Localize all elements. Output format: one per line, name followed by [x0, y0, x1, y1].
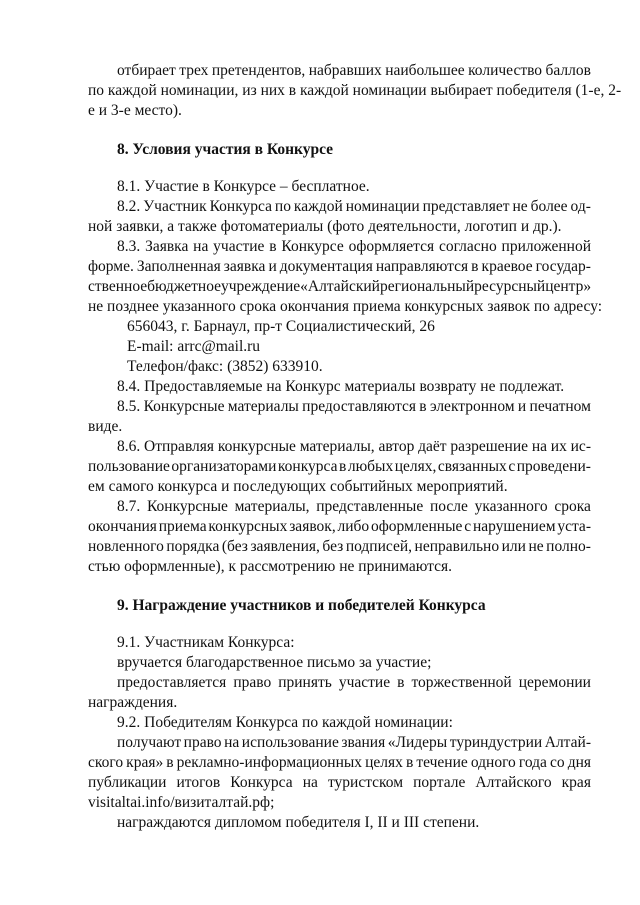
section-9-item-2-bullet-a-line-1	[117, 733, 591, 753]
word: получают	[117, 734, 182, 751]
intro-line-1	[117, 61, 591, 81]
word: и	[268, 258, 277, 275]
word: указанного	[474, 498, 548, 515]
word: Конкурсе	[281, 238, 344, 255]
word: звания	[341, 734, 386, 751]
word: подписей,	[345, 538, 413, 555]
word: более	[530, 198, 568, 215]
word: на	[531, 438, 547, 455]
word: рекламно-информационных	[176, 754, 363, 771]
word: Заявка	[145, 238, 189, 255]
word: центр»	[545, 278, 592, 295]
word: в	[471, 258, 479, 275]
word: проведени-	[516, 458, 591, 475]
word: форме.	[88, 258, 134, 275]
word: на	[193, 238, 209, 255]
word: краевое	[481, 258, 533, 275]
word: участие	[213, 238, 265, 255]
word: Алтай-	[544, 734, 591, 751]
word: дня	[567, 754, 591, 771]
word: целях	[365, 754, 403, 771]
word: целях,	[394, 458, 437, 475]
word: оформленные	[371, 518, 463, 535]
word: количество	[468, 62, 543, 79]
word: баллов	[545, 62, 591, 79]
word: ственное	[88, 278, 148, 295]
word: торжественной	[411, 674, 512, 691]
word: публикации	[88, 774, 167, 791]
word: материалы,	[299, 438, 375, 455]
word: на	[302, 774, 318, 791]
section-8-item-2-line-1	[117, 197, 591, 217]
word: в	[419, 398, 427, 415]
word: в	[405, 754, 414, 771]
word: номинации	[345, 198, 420, 215]
word: принять	[278, 674, 332, 691]
word: 8.2.	[117, 198, 141, 215]
word: документация	[279, 258, 373, 275]
word: заявок,	[289, 518, 336, 535]
word: Конкурса	[230, 774, 293, 791]
word: края»	[126, 754, 164, 771]
word: печатном	[529, 398, 591, 415]
word: срока	[554, 498, 591, 515]
word: конкурсных	[208, 518, 288, 535]
section-9-item-1-bullet-b-line-1	[117, 673, 591, 693]
contact-address: 656043, г. Барнаул, пр-т Социалистический, 26	[127, 318, 435, 335]
word: 8.5.	[117, 398, 141, 415]
section-8-item-6-line-1	[117, 437, 591, 457]
word: право	[233, 674, 272, 691]
word: направляются	[375, 258, 469, 275]
section-8-item-2-line-2: ной заявки, а также фотоматериалы (фото деятельности, логотип и др.).	[88, 218, 562, 235]
word: конкурса	[277, 458, 338, 475]
word: даёт	[418, 438, 447, 455]
word: итогов	[176, 774, 221, 791]
word: предоставляются	[302, 398, 416, 415]
word: с	[508, 458, 516, 475]
word: года	[518, 754, 547, 771]
word: Отправляя	[144, 438, 215, 455]
word: Конкурсные	[146, 498, 228, 515]
word: одного	[470, 754, 516, 771]
section-9-item-1-bullet-b-line-2: награждения.	[88, 694, 178, 711]
word: Конкурсные	[143, 398, 225, 415]
section-8-item-3-line-4: не позднее указанного срока окончания приема конкурсных заявок по адресу:	[88, 298, 603, 315]
word: не	[512, 198, 528, 215]
word: согласно	[438, 238, 497, 255]
word: государ-	[535, 258, 591, 275]
word: края	[561, 774, 591, 791]
word: туриндустрии	[449, 734, 543, 751]
section-8-item-7-line-3	[88, 537, 591, 557]
word: отбирает	[117, 62, 176, 79]
word: конкурсные	[217, 438, 296, 455]
word: заявка	[223, 258, 266, 275]
section-8-item-1: 8.1. Участие в Конкурсе – бесплатное.	[117, 178, 370, 195]
word: право	[183, 734, 222, 751]
word: оформляется	[348, 238, 435, 255]
word: представленные	[316, 498, 424, 515]
word: по	[274, 198, 291, 215]
word: или	[501, 538, 526, 555]
word: течение	[416, 754, 468, 771]
word: учреждение	[221, 278, 301, 295]
word: либо	[337, 518, 370, 535]
word: нарушением	[472, 518, 556, 535]
word: Конкурса	[209, 198, 272, 215]
word: ис-	[570, 438, 591, 455]
word: Участник	[143, 198, 207, 215]
word: набравших	[308, 62, 382, 79]
word: материалы	[227, 398, 299, 415]
word: заявления,	[250, 538, 320, 555]
word: автор	[378, 438, 415, 455]
word: бюджетное	[147, 278, 222, 295]
word: 8.6.	[117, 438, 141, 455]
section-8-item-6-line-2	[88, 457, 591, 477]
word: в	[269, 238, 277, 255]
section-8-item-6-line-3: ем самого конкурса и последующих событийных мероприятий.	[88, 478, 508, 495]
section-8-item-3-line-3	[88, 277, 591, 297]
section-9-item-2-bullet-a-line-4: visitaltai.info/визиталтай.рф;	[88, 794, 275, 811]
section-8-heading: 8. Условия участия в Конкурсе	[117, 141, 334, 158]
section-9-item-1-bullet-a: вручается благодарственное письмо за участие;	[117, 654, 432, 671]
word: «Алтайский	[300, 278, 380, 295]
word: участие	[338, 674, 391, 691]
word: портале	[413, 774, 466, 791]
intro-line-2: по каждой номинации, из них в каждой номинации выбирает победителя (1-е, 2-	[88, 82, 622, 99]
word: электронном	[429, 398, 515, 415]
section-8-item-4: 8.4. Предоставляемые на Конкурс материалы возврату не подлежат.	[117, 378, 565, 395]
section-8-item-3-line-2	[88, 257, 591, 277]
section-8-item-7-line-4: стью оформленные), к рассмотрению не принимаются.	[88, 558, 453, 575]
section-8-item-7-line-2	[88, 517, 591, 537]
word: туристском	[327, 774, 404, 791]
word: представляет	[422, 198, 510, 215]
word: порядка	[166, 538, 220, 555]
word: материалы,	[234, 498, 310, 515]
word: на	[224, 734, 240, 751]
intro-line-3: е и 3-е место).	[88, 102, 182, 119]
word: новленного	[88, 538, 164, 555]
word: окончания	[88, 518, 157, 535]
section-8-item-3-line-1	[117, 237, 591, 257]
word: Алтайского	[475, 774, 552, 791]
word: ского	[88, 754, 124, 771]
word: уста-	[557, 518, 591, 535]
word: од-	[570, 198, 591, 215]
section-9-item-2-bullet-a-line-3	[88, 773, 591, 793]
word: «Лидеры	[387, 734, 448, 751]
word: приема	[158, 518, 207, 535]
section-9-item-2-bullet-a-line-2	[88, 753, 591, 773]
word: любых	[347, 458, 394, 475]
word: (без	[221, 538, 248, 555]
word: и	[517, 398, 527, 415]
section-9-heading: 9. Награждение участников и победителей Конкурса	[117, 597, 486, 614]
word: 8.3.	[117, 238, 141, 255]
word: неправильно	[414, 538, 500, 555]
section-8-item-7-line-1	[117, 497, 591, 517]
word: разрешение	[450, 438, 529, 455]
word: наибольшее	[385, 62, 465, 79]
word: церемонии	[518, 674, 591, 691]
contact-email: E-mail: arrc@mail.ru	[127, 338, 261, 355]
word: приложенной	[501, 238, 591, 255]
section-9-item-2-bullet-b: награждаются дипломом победителя I, II и III степени.	[117, 814, 480, 831]
word: предоставляется	[117, 674, 227, 691]
section-9-item-2: 9.2. Победителям Конкурса по каждой номинации:	[117, 714, 453, 731]
section-8-item-5-line-1	[117, 397, 591, 417]
contact-phone: Телефон/факс: (3852) 633910.	[127, 358, 323, 375]
word: 8.7.	[117, 498, 141, 515]
word: без	[322, 538, 344, 555]
word: претендентов,	[211, 62, 306, 79]
word: после	[429, 498, 468, 515]
word: их	[550, 438, 567, 455]
word: полно-	[546, 538, 591, 555]
word: в	[166, 754, 174, 771]
word: организаторами	[171, 458, 277, 475]
word: каждой	[293, 198, 343, 215]
word: со	[549, 754, 565, 771]
word: региональный	[379, 278, 475, 295]
word: трех	[179, 62, 209, 79]
section-8-item-5-line-2: виде.	[88, 418, 123, 435]
word: связанных	[437, 458, 507, 475]
section-9-item-1: 9.1. Участникам Конкурса:	[117, 634, 295, 651]
word: ресурсный	[474, 278, 546, 295]
word: в	[397, 674, 405, 691]
word: не	[528, 538, 544, 555]
word: Заполненная	[136, 258, 221, 275]
word: в	[338, 458, 347, 475]
word: пользование	[88, 458, 170, 475]
word: использование	[241, 734, 339, 751]
word: с	[464, 518, 472, 535]
